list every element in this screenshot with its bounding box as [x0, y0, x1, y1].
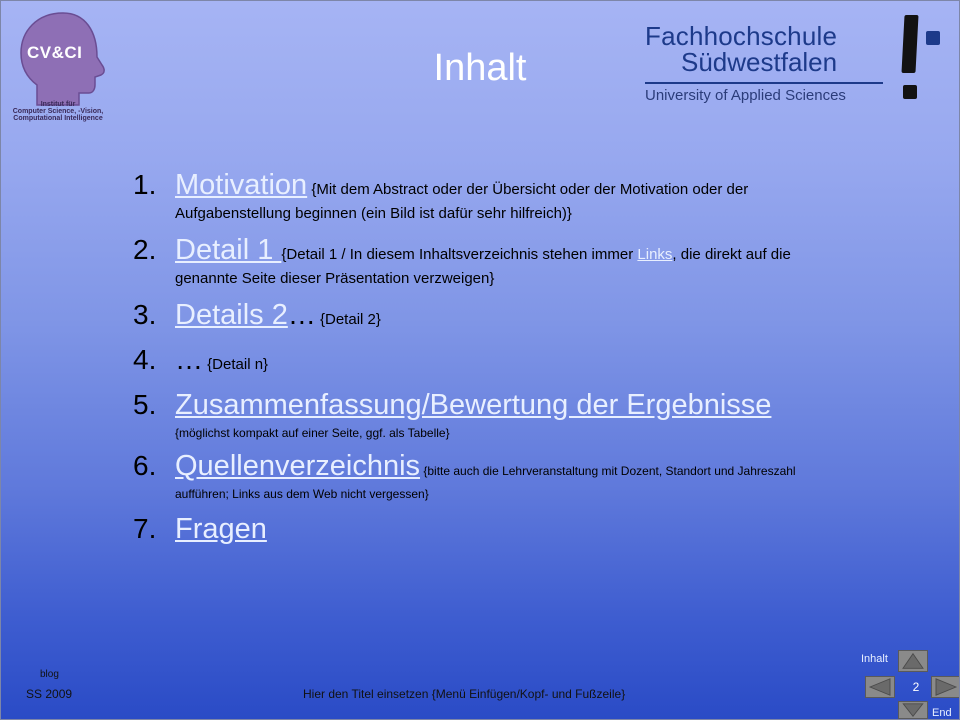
footer-blog: blog	[40, 669, 59, 680]
inline-link-links[interactable]: Links	[637, 246, 673, 263]
fh-logo-line1: Fachhochschule	[645, 21, 838, 51]
logo-caption-line: Computer Science, -Vision,	[12, 108, 104, 115]
agenda-number: 6.	[133, 450, 157, 481]
fh-logo-divider	[645, 82, 883, 84]
agenda-link-details-2[interactable]: Details 2	[175, 299, 288, 331]
agenda-link-detail-1[interactable]: Detail 1	[175, 234, 282, 266]
agenda-number: 4.	[133, 344, 157, 375]
page-number: 2	[912, 680, 920, 694]
agenda-note: , die direkt auf die genannte Seite dieser Präsentation verzweigen}	[175, 246, 791, 287]
arrow-right-icon	[932, 677, 960, 697]
nav-end-label: End	[932, 707, 952, 719]
exclamation-dot-icon	[903, 85, 917, 99]
agenda-link-zusammenfassung[interactable]: Zusammenfassung/Bewertung der Ergebnisse	[175, 389, 772, 421]
agenda-link-motivation[interactable]: Motivation	[175, 169, 308, 201]
arrow-left-icon	[866, 677, 894, 697]
agenda-item	[131, 169, 851, 226]
agenda-item	[131, 450, 851, 505]
nav-down-button[interactable]	[898, 701, 928, 719]
agenda-note: {Mit dem Abstract oder der Übersicht oder der Motivation oder der Aufgabenstellung beginnen (ein Bild ist dafür sehr hilfreich)}	[175, 181, 749, 222]
agenda-item	[131, 234, 851, 291]
agenda-item	[131, 299, 851, 332]
exclamation-icon	[901, 15, 918, 73]
nav-inhalt-label: Inhalt	[861, 653, 888, 665]
agenda-note: {bitte auch die Lehrveranstaltung mit Dozent, Standort und Jahreszahl aufführen; Links aus dem Web nicht vergessen}	[175, 464, 796, 501]
fh-swf-logo	[645, 19, 945, 109]
agenda-number: 7.	[133, 513, 157, 544]
fh-logo-line3: University of Applied Sciences	[645, 87, 846, 104]
agenda-ellipsis: …	[175, 344, 203, 375]
agenda-note: {Detail 1 / In diesem Inhaltsverzeichnis stehen immer	[281, 246, 638, 263]
footer-title: Hier den Titel einsetzen {Menü Einfügen/Kopf- und Fußzeile}	[303, 687, 626, 701]
agenda-item	[131, 513, 851, 546]
arrow-up-icon	[899, 651, 927, 671]
slide-title: Inhalt	[433, 47, 527, 89]
nav-up-button[interactable]	[898, 650, 928, 672]
fh-logo-line2: Südwestfalen	[681, 47, 838, 77]
agenda-note: {Detail 2}	[315, 311, 381, 328]
agenda-item	[131, 344, 851, 377]
agenda-ellipsis: …	[287, 299, 316, 330]
nav-prev-button[interactable]	[865, 676, 895, 698]
agenda-number: 1.	[133, 169, 157, 200]
agenda-number: 5.	[133, 389, 157, 420]
logo-caption-line: Institut für	[40, 101, 76, 108]
agenda-note: {Detail n}	[203, 356, 269, 373]
nav-next-button[interactable]	[931, 676, 960, 698]
agenda-link-fragen[interactable]: Fragen	[175, 513, 267, 545]
logo-caption-line: Computational Intelligence	[13, 115, 103, 122]
agenda-link-quellenverzeichnis[interactable]: Quellenverzeichnis	[175, 450, 421, 482]
agenda-list	[131, 169, 851, 546]
agenda-number: 2.	[133, 234, 157, 265]
agenda-item	[131, 389, 851, 444]
arrow-down-icon	[899, 702, 927, 718]
logo-caption	[3, 101, 113, 122]
agenda-number: 3.	[133, 299, 157, 330]
agenda-note: {möglichst kompakt auf einer Seite, ggf. als Tabelle}	[175, 426, 450, 440]
logo-abbreviation: CV&CI	[27, 43, 83, 62]
footer-semester: SS 2009	[26, 687, 73, 701]
blue-square-icon	[926, 31, 940, 45]
